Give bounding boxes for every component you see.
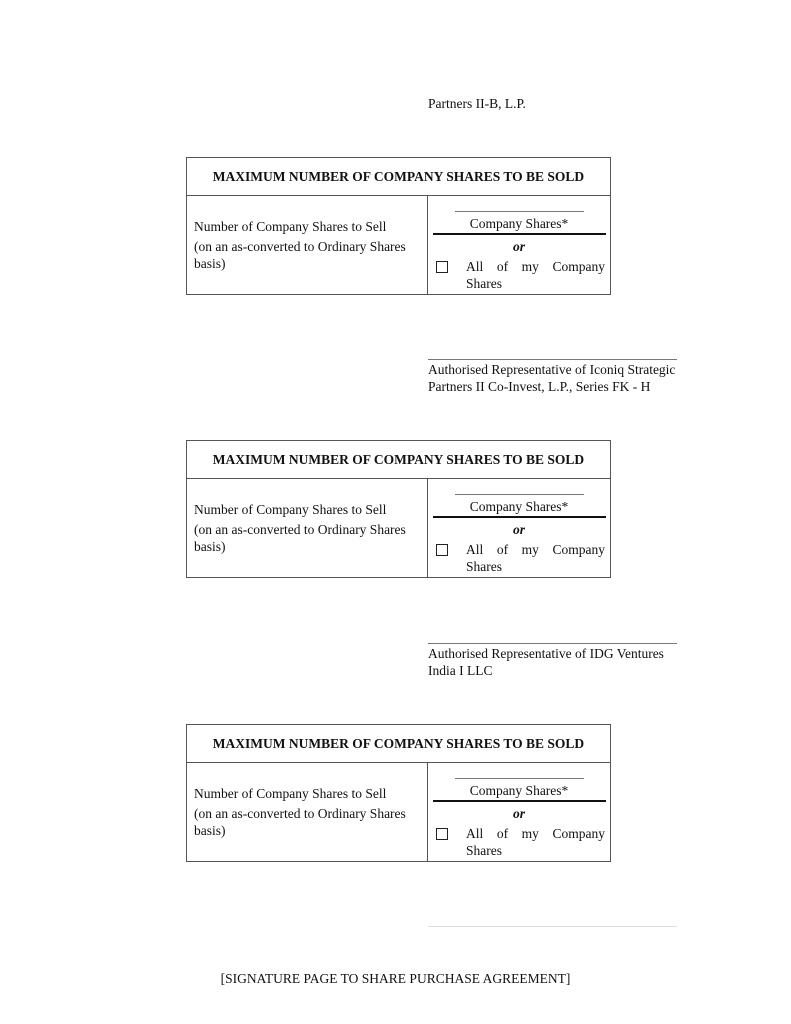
signature-line-1[interactable] (428, 359, 677, 360)
shares-label-line3: basis) (194, 823, 226, 838)
all-shares-label: All of my Company (466, 542, 605, 557)
table-header: MAXIMUM NUMBER OF COMPANY SHARES TO BE SOLD (187, 441, 610, 479)
or-label: or (512, 522, 525, 537)
share-table-3 (186, 724, 611, 862)
shares-label-cell (187, 195, 428, 294)
shares-label-line3: basis) (194, 256, 226, 271)
share-table-2 (186, 440, 611, 578)
share-table-1 (186, 157, 611, 295)
shares-label-line1: Number of Company Shares to Sell (194, 786, 387, 801)
shares-label-line3: basis) (194, 539, 226, 554)
all-shares-checkbox[interactable] (436, 544, 448, 556)
all-shares-label: All of my Company (466, 826, 605, 841)
company-shares-label: Company Shares* (469, 499, 569, 514)
shares-label-line1: Number of Company Shares to Sell (194, 219, 387, 234)
table-header: MAXIMUM NUMBER OF COMPANY SHARES TO BE SOLD (187, 158, 610, 196)
all-shares-label: All of my Company (466, 259, 605, 274)
shares-label-line2: (on an as-converted to Ordinary Shares (194, 806, 406, 821)
company-shares-label: Company Shares* (469, 216, 569, 231)
all-shares-checkbox[interactable] (436, 828, 448, 840)
shares-number-blank[interactable] (455, 494, 584, 495)
all-shares-label-cont: Shares (466, 843, 502, 858)
signatory-1-line1: Authorised Representative of Iconiq Strategic (428, 362, 676, 377)
signatory-1-line2: Partners II Co-Invest, L.P., Series FK - H (428, 379, 651, 394)
table-header: MAXIMUM NUMBER OF COMPANY SHARES TO BE SOLD (187, 725, 610, 763)
shares-label-line2: (on an as-converted to Ordinary Shares (194, 239, 406, 254)
shares-label-line2: (on an as-converted to Ordinary Shares (194, 522, 406, 537)
shares-number-blank[interactable] (455, 211, 584, 212)
signatory-2-line1: Authorised Representative of IDG Ventures (428, 646, 664, 661)
shares-label-line1: Number of Company Shares to Sell (194, 502, 387, 517)
all-shares-checkbox[interactable] (436, 261, 448, 273)
divider-line (433, 800, 606, 802)
shares-entry-cell (428, 762, 610, 861)
partner-name-line: Partners II-B, L.P. (428, 96, 526, 111)
divider-line (433, 233, 606, 235)
all-shares-label-cont: Shares (466, 559, 502, 574)
shares-number-blank[interactable] (455, 778, 584, 779)
shares-label-cell (187, 478, 428, 577)
company-shares-label: Company Shares* (469, 783, 569, 798)
signatory-2-line2: India I LLC (428, 663, 493, 678)
divider-line (433, 516, 606, 518)
signature-line-2[interactable] (428, 643, 677, 644)
or-label: or (512, 239, 525, 254)
all-shares-label-cont: Shares (466, 276, 502, 291)
shares-label-cell (187, 762, 428, 861)
shares-entry-cell (428, 478, 610, 577)
shares-entry-cell (428, 195, 610, 294)
or-label: or (512, 806, 525, 821)
signature-line-3[interactable] (428, 926, 677, 927)
page-footer: [SIGNATURE PAGE TO SHARE PURCHASE AGREEMENT] (220, 971, 571, 986)
